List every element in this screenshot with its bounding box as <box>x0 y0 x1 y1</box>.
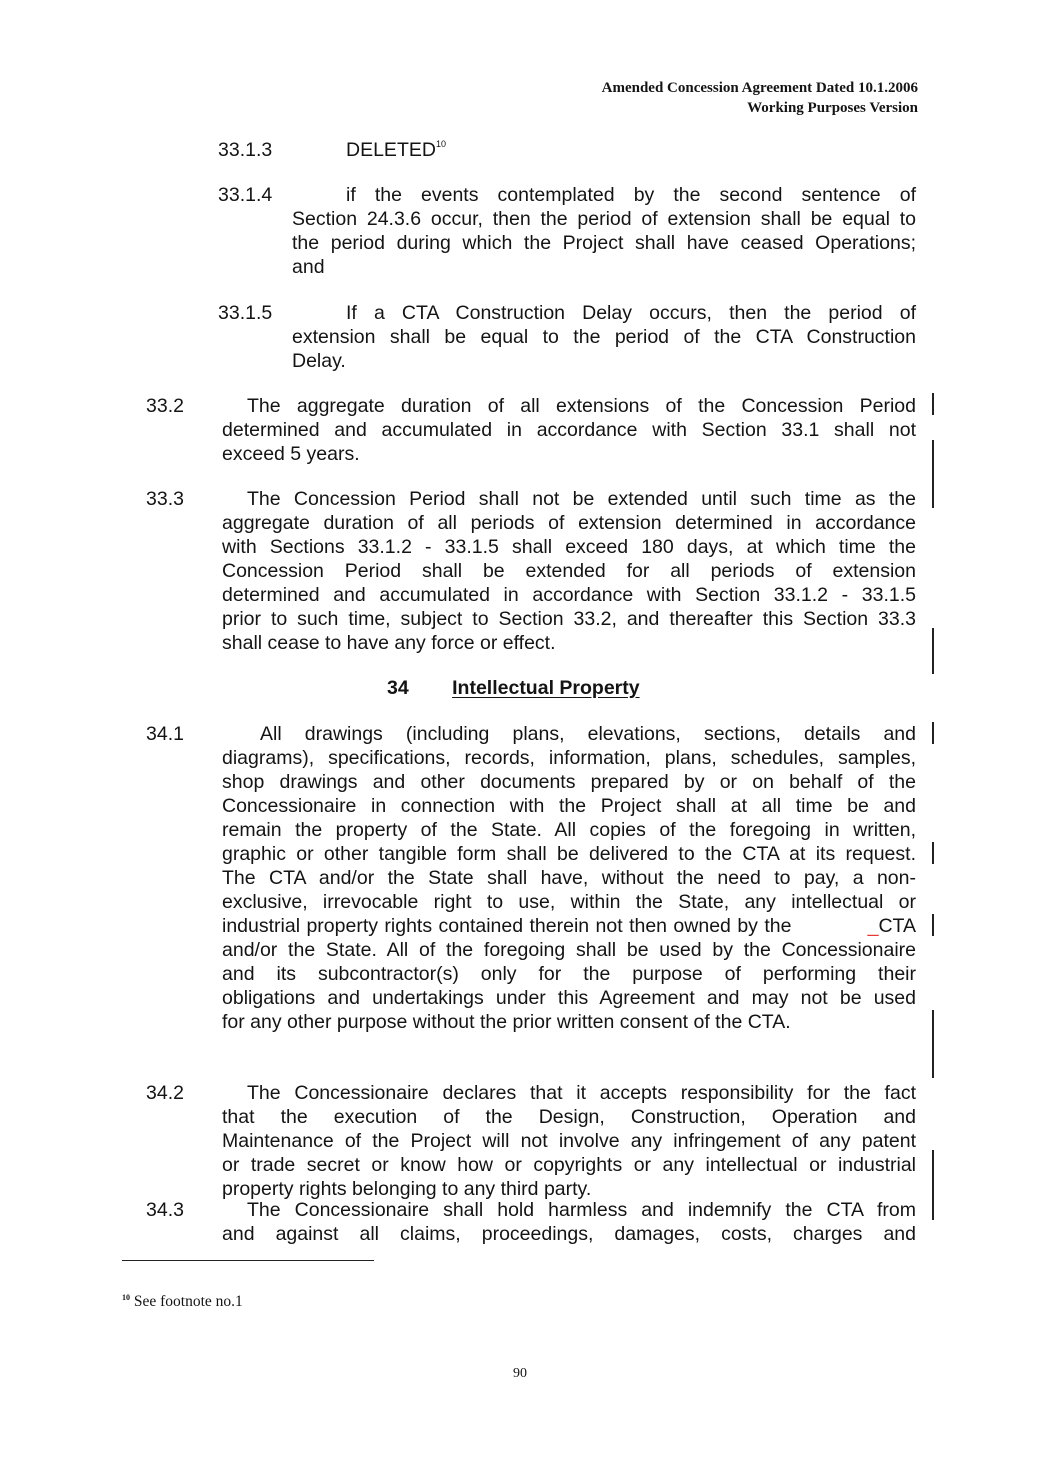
section-heading <box>387 676 640 700</box>
clause-34-3-text: The Concessionaire shall hold harmless and indemnify the CTA from and against all claims, proceedings, damages, costs, charges and <box>222 1199 916 1245</box>
change-bar <box>932 722 934 744</box>
change-bar <box>932 1010 934 1078</box>
clause-number: 33.1.4 <box>218 184 273 206</box>
clause-number: 34.1 <box>146 723 184 745</box>
clause-number: 33.3 <box>146 488 184 510</box>
page-number: 90 <box>513 1366 527 1381</box>
change-bar <box>932 842 934 864</box>
clause-number: 34.2 <box>146 1082 184 1104</box>
clause-33-1-5-text: If a CTA Construction Delay occurs, then the period of extension shall be equal to the period of the CTA Construction Delay. <box>292 302 916 372</box>
clause-number: 33.1.5 <box>218 302 273 324</box>
clause-33-1-4-text: if the events contemplated by the second sentence of Section 24.3.6 occur, then the period of extension shall be equal to the period during which the Project shall have ceased Operations; and <box>292 184 916 278</box>
clause-number: 33.2 <box>146 395 184 417</box>
footnote-separator <box>122 1260 374 1261</box>
clause-33-1-3-text: DELETED$^{10}$ <box>346 139 446 161</box>
change-bar <box>932 914 934 936</box>
footnote-text: See footnote no.1 <box>133 1293 243 1310</box>
clause-34-2-text: The Concessionaire declares that it accepts responsibility for the fact that the execution of the Design, Construction, Operation and Maintenance of the Project will not involve any infringement of any patent or trade secret or know how or copyrights or any intellectual or industrial property rights belonging to any third party. <box>222 1082 916 1200</box>
line-with-tracked-change: industrial property rights contained therein not then owned by the _CTA <box>222 915 916 937</box>
section-number: 34 <box>387 677 409 699</box>
footnote-reference[interactable]: 10 <box>435 139 446 149</box>
document-header <box>602 78 918 118</box>
clause-number: 33.1.3 <box>218 139 273 161</box>
clause-33-2-text: The aggregate duration of all extensions of the Concession Period determined and accumulated in accordance with Section 33.1 shall not exceed 5 years. <box>222 395 916 465</box>
change-bar <box>932 440 934 508</box>
clause-34-1-text: All drawings (including plans, elevations, sections, details and diagrams), specifications, records, information, plans, schedules, samples, shop drawings and other documents prepared by or on behalf of the Concessionaire in connection with the Project shall at all time be and remain the property of the State. All copies of the foregoing in written, graphic or other tangible form shall be delivered to the CTA at its request. The CTA and/or the State shall have, without the need to pay, a non- exclusive, irrevocable right to use, within the State, any intellectual or industrial property rights contained therein not then owned by the _CTA and/or the State. All of the foregoing shall be used by the Concessionaire and its subcontractor(s) only for the purpose of performing their obligations and undertakings under this Agreement and may not be used for any other purpose without the prior written consent of the CTA. <box>222 723 916 1033</box>
change-bar <box>932 393 934 415</box>
tracked-change-mark: _ <box>867 915 879 937</box>
change-bar <box>932 628 934 674</box>
clause-33-3-text: The Concession Period shall not be extended until such time as the aggregate duration of all periods of extension determined in accordance with Sections 33.1.2 - 33.1.5 shall exceed 180 days, at which time the Concession Period shall be extended for all periods of extension determined and accumulated in accordance with Section 33.1.2 - 33.1.5 prior to such time, subject to Section 33.2, and thereafter this Section 33.3 shall cease to have any force or effect. <box>222 488 916 654</box>
header-title: Amended Concession Agreement Dated 10.1.2006 <box>601 80 918 96</box>
header-subtitle: Working Purposes Version <box>747 100 918 116</box>
footnote-marker: 10 <box>122 1293 130 1302</box>
change-bar <box>932 1150 934 1220</box>
footnote <box>122 1292 243 1312</box>
section-title: Intellectual Property <box>452 677 640 699</box>
clause-number: 34.3 <box>146 1199 184 1221</box>
